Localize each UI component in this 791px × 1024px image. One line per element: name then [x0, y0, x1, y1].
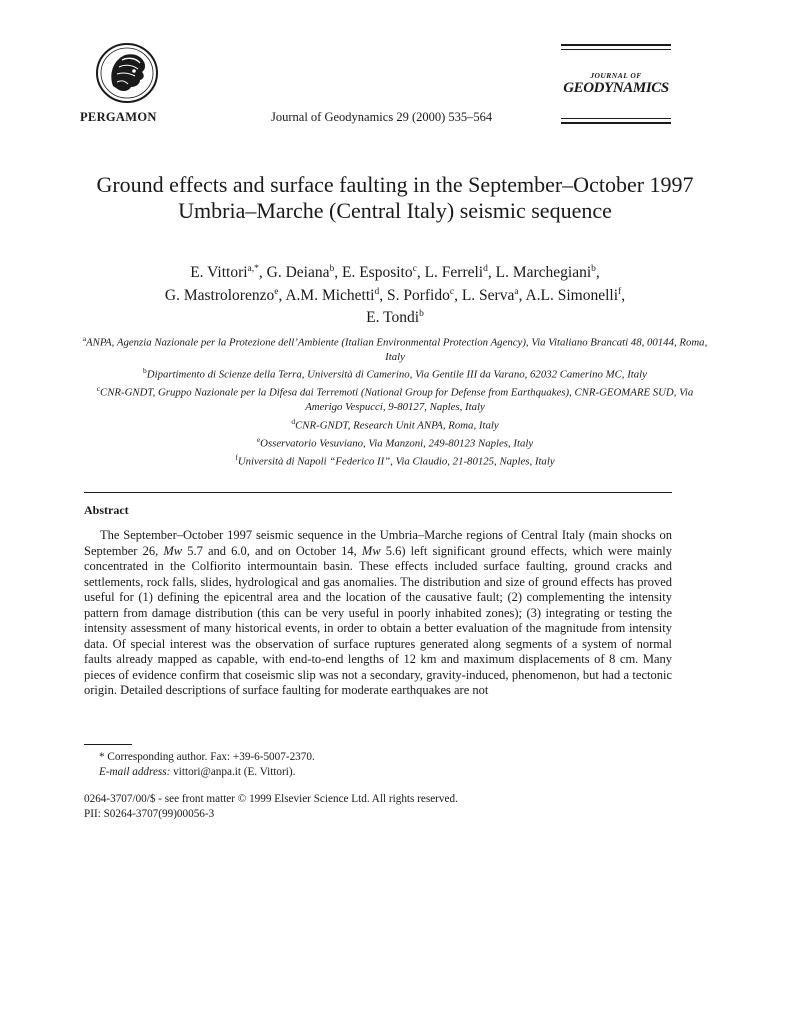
affiliation-list: [82, 332, 708, 469]
affiliation: $^f$Università di Napoli “Federico II”, Via Claudio, 21-80125, Naples, Italy: [235, 452, 555, 468]
author: A.L. Simonelli$^f$: [525, 286, 622, 304]
author: E. Esposito$^c$: [341, 264, 417, 282]
author-line-1: E. Vittori$^{a,*}$, G. Deiana$^b$, E. Esposito$^c$, L. Ferreli$^d$, L. Marchegiani$^b$,: [190, 264, 600, 282]
affiliation: $^a$ANPA, Agenzia Nazionale per la Protezione dell’Ambiente (Italian Environmental Protection Agency), Via Vitaliano Brancati 48, 00144, Roma, Italy: [82, 334, 708, 363]
email-note: E-mail address: vittori@anpa.it (E. Vittori).: [99, 766, 296, 778]
journal-rule-top-thin: [561, 49, 671, 50]
journal-name: GEODYNAMICS: [563, 80, 669, 96]
journal-rule-bottom-thin: [561, 118, 671, 119]
abstract-body: The September–October 1997 seismic sequence in the Umbria–Marche regions of Central Italy (main shocks on September 26, Mw 5.7 and 6.0, and on October 14, Mw 5.6) left significant ground effects, which were mainly concentrated in the Colfiorito intermountain basin. These effects included surface faulting, ground cracks and settlements, rock falls, slides, hydrological and gas anomalies. The distribution and size of ground effects has proved useful for (1) defining the epicentral area and the location of the causative fault; (2) complementing the intensity pattern from damage distribution (this can be very useful in poorly inhabited zones); (3) integrating or testing the intensity assessment of many historical events, in order to obtain a better evaluation of the magnitude from intensity data. Of special interest was the observation of surface ruptures generated along segments of a system of normal faults already mapped as capable, with end-to-end lengths of 12 km and maximum displacements of 8 cm. Many pieces of evidence confirm that coseismic slip was not a secondary, gravity-induced, phenomenon, but had a tectonic origin. Detailed descriptions of surface faulting for moderate earthquakes are not: [84, 528, 672, 697]
copyright-line: 0264-3707/00/$ - see front matter © 1999 Elsevier Science Ltd. All rights reserved.: [84, 793, 458, 805]
pii-line: PII: S0264-3707(99)00056-3: [84, 808, 215, 820]
journal-of-label: JOURNAL OF: [590, 71, 642, 80]
affiliation: $^c$CNR-GNDT, Gruppo Nazionale per la Difesa dai Terremoti (National Group for Defense from Earthquakes), CNR-GEOMARE SUD, Via Amerigo Vespucci, 9-80127, Naples, Italy: [96, 384, 694, 414]
author: E. Tondi$^b$: [366, 309, 424, 327]
paper-title: Ground effects and surface faulting in the September–October 1997 Umbria–Marche (Central Italy) seismic sequence: [96, 172, 694, 223]
author-list: [80, 260, 710, 328]
author: E. Vittori$^{a,*}$: [190, 264, 259, 282]
affiliation: $^d$CNR-GNDT, Research Unit ANPA, Roma, Italy: [291, 416, 499, 432]
affiliation: $^b$Dipartimento di Scienze della Terra, Università di Camerino, Via Gentile III da Varano, 62032 Camerino MC, Italy: [143, 366, 647, 381]
pergamon-athena-head-icon: [95, 42, 159, 104]
journal-rule-bottom-thick: [561, 122, 671, 124]
abstract-heading: Abstract: [84, 503, 129, 517]
author: A.M. Michetti$^d$: [285, 286, 380, 304]
author: S. Porfido$^c$: [386, 286, 455, 304]
publisher-name: PERGAMON: [80, 110, 157, 124]
author: G. Deiana$^b$: [266, 264, 335, 282]
abstract-divider: [84, 492, 672, 493]
author: G. Mastrolorenzo$^e$: [164, 286, 279, 304]
footnote-divider: [84, 744, 132, 745]
author: L. Serva$^a$: [461, 286, 519, 304]
author: L. Marchegiani$^b$: [495, 264, 596, 282]
author: L. Ferreli$^d$: [424, 264, 488, 282]
author-line-2: G. Mastrolorenzo$^e$, A.M. Michetti$^d$, S. Porfido$^c$, L. Serva$^a$, A.L. Simonelli$^f$,: [164, 286, 626, 304]
corresponding-author-note: * Corresponding author. Fax: +39-6-5007-2370.: [99, 751, 315, 763]
journal-rule-top-thick: [561, 44, 671, 46]
affiliation: $^e$Osservatorio Vesuviano, Via Manzoni, 249-80123 Naples, Italy: [256, 434, 534, 450]
journal-citation: Journal of Geodynamics 29 (2000) 535–564: [271, 110, 493, 124]
author-line-3: [80, 305, 710, 328]
pergamon-logo: [95, 42, 159, 104]
